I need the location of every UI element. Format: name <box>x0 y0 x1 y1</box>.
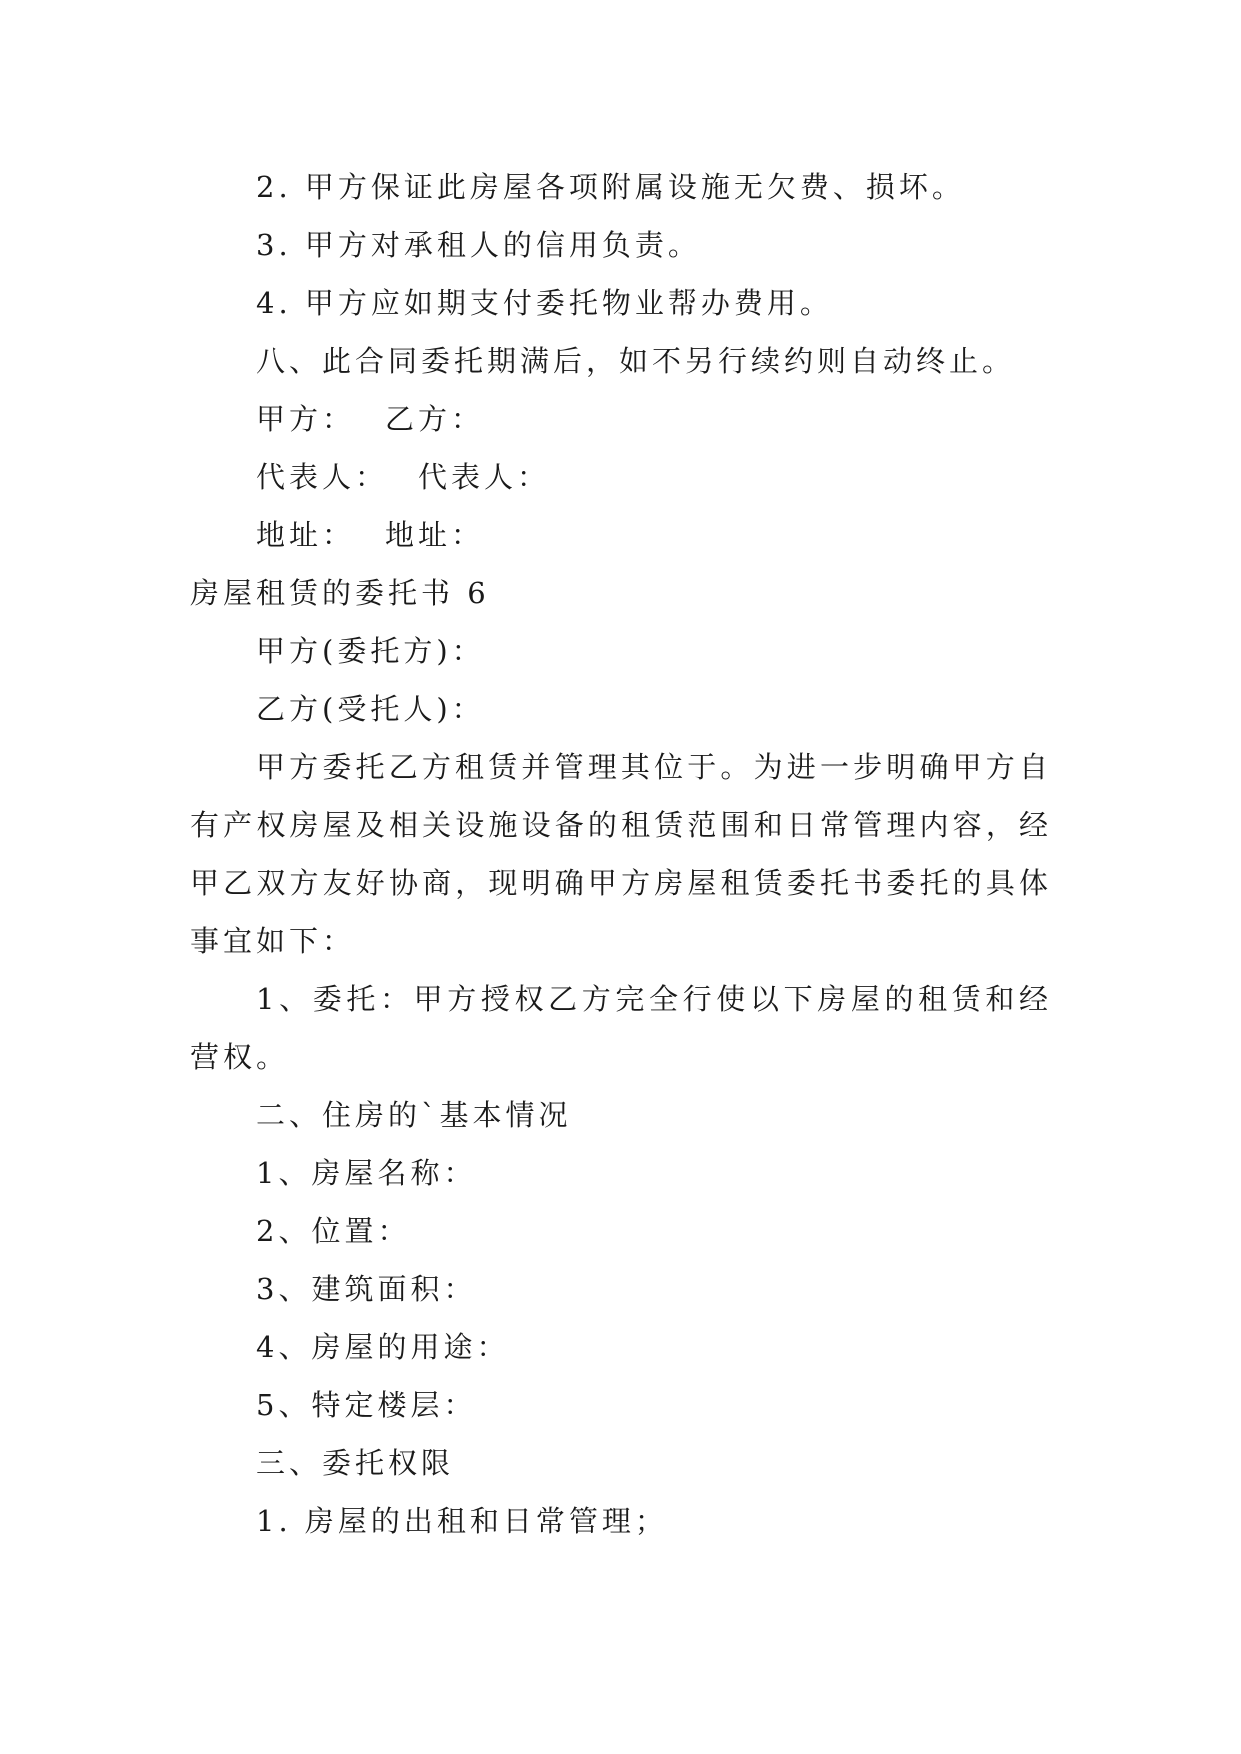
address-b-label: 地址： <box>385 518 485 552</box>
address-a-label: 地址： <box>256 518 356 552</box>
location-line: 2、位置： <box>256 1214 411 1248</box>
clause-3-line: 3. 甲方对承租人的信用负责。 <box>256 228 701 262</box>
representative-b-label: 代表人： <box>418 460 551 494</box>
signature-representative-row <box>190 448 1052 506</box>
signature-party-row <box>190 390 1052 448</box>
authority-item-1-line: 1. 房屋的出租和日常管理； <box>256 1504 668 1538</box>
clause-4-line: 4. 甲方应如期支付委托物业帮办费用。 <box>256 286 833 320</box>
section-title: 房屋租赁的委托书 6 <box>190 576 490 610</box>
representative-a-label: 代表人： <box>256 460 389 494</box>
usage-line: 4、房屋的用途： <box>256 1330 510 1364</box>
party-a-label: 甲方： <box>256 402 356 436</box>
party-b-label: 乙方： <box>385 402 485 436</box>
floor-area-line: 3、建筑面积： <box>256 1272 477 1306</box>
signature-address-row <box>190 506 1052 564</box>
clause-2-line: 2. 甲方保证此房屋各项附属设施无欠费、损坏。 <box>256 170 965 204</box>
clause-eight-line: 八、此合同委托期满后，如不另行续约则自动终止。 <box>256 344 1016 378</box>
client-party-line: 甲方(委托方)： <box>256 634 485 668</box>
document-body <box>190 158 1052 1550</box>
floor-level-line: 5、特定楼层： <box>256 1388 477 1422</box>
entrust-item-paragraph: 1、委托：甲方授权乙方完全行使以下房屋的租赁和经营权。 <box>190 982 1052 1074</box>
agent-party-line: 乙方(受托人)： <box>256 692 485 726</box>
intro-paragraph: 甲方委托乙方租赁并管理其位于。为进一步明确甲方自有产权房屋及相关设施设备的租赁范围和日常管理内容，经甲乙双方友好协商，现明确甲方房屋租赁委托书委托的具体事宜如下： <box>190 750 1052 958</box>
basic-info-heading: 二、住房的`基本情况 <box>256 1098 572 1132</box>
house-name-line: 1、房屋名称： <box>256 1156 477 1190</box>
authority-heading: 三、委托权限 <box>256 1446 455 1480</box>
